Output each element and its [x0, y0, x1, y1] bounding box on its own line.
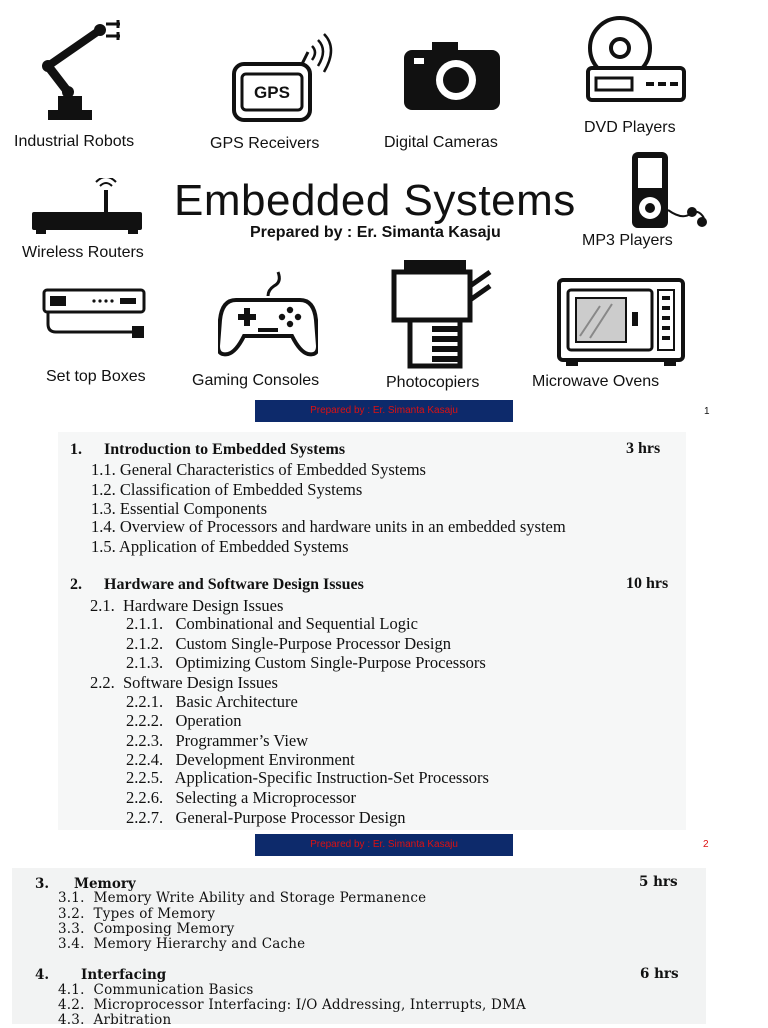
- device-set-top-boxes: [40, 282, 150, 342]
- section-title: Introduction to Embedded Systems: [104, 441, 346, 458]
- gps-receiver-icon: [228, 30, 348, 125]
- device-photocopiers: [390, 256, 494, 370]
- slide-footer: Prepared by : Er. Simanta Kasaju: [255, 834, 513, 856]
- syllabus-item: 3.3. Composing Memory: [58, 921, 235, 937]
- section-hours: 6 hrs: [640, 966, 679, 982]
- dvd-player-icon: [584, 14, 688, 106]
- device-label: Digital Cameras: [384, 134, 498, 151]
- photocopier-icon: [390, 256, 494, 370]
- device-label: Microwave Ovens: [532, 373, 660, 390]
- section-title: Memory: [74, 876, 136, 892]
- section-number: 3.: [35, 876, 50, 892]
- wireless-router-icon: [30, 178, 145, 236]
- page-number: 1: [704, 406, 710, 417]
- syllabus-item: 3.1. Memory Write Ability and Storage Permanence: [58, 890, 427, 906]
- mp3-player-icon: [630, 150, 710, 232]
- syllabus-item: 3.2. Types of Memory: [58, 906, 216, 922]
- device-label: Set top Boxes: [46, 368, 146, 385]
- syllabus-subsection: 2.2. Software Design Issues: [90, 673, 278, 692]
- digital-camera-icon: [402, 40, 502, 115]
- slide-footer: Prepared by : Er. Simanta Kasaju: [255, 400, 513, 422]
- syllabus-item: 2.2.7. General-Purpose Processor Design: [126, 808, 406, 827]
- page-number: 2: [703, 839, 709, 850]
- syllabus-item: 4.3. Arbitration: [58, 1012, 172, 1028]
- syllabus-item: 1.3. Essential Components: [91, 499, 267, 518]
- device-label: Photocopiers: [386, 374, 480, 391]
- device-label: MP3 Players: [582, 232, 673, 249]
- syllabus-item: 2.2.1. Basic Architecture: [126, 692, 298, 711]
- section-title: Hardware and Software Design Issues: [104, 576, 364, 593]
- syllabus-item: 1.1. General Characteristics of Embedded Systems: [91, 460, 426, 479]
- set-top-box-icon: [40, 282, 150, 342]
- device-label: DVD Players: [584, 119, 676, 136]
- section-title: Interfacing: [81, 967, 167, 983]
- syllabus-item: 1.2. Classification of Embedded Systems: [91, 480, 363, 499]
- syllabus-item: 2.1.2. Custom Single-Purpose Processor Design: [126, 634, 451, 653]
- syllabus-item: 2.2.6. Selecting a Microprocessor: [126, 788, 357, 807]
- device-wireless-routers: [30, 178, 145, 236]
- syllabus-item: 2.2.3. Programmer’s View: [126, 731, 309, 750]
- byline: Prepared by : Er. Simanta Kasaju: [250, 224, 501, 241]
- syllabus-item: 1.5. Application of Embedded Systems: [91, 537, 349, 556]
- device-digital-cameras: [402, 40, 502, 115]
- device-gaming-consoles: [218, 270, 318, 360]
- device-label: Gaming Consoles: [192, 372, 320, 389]
- device-microwave-ovens: [556, 276, 686, 372]
- device-label: GPS Receivers: [210, 135, 320, 152]
- gaming-console-icon: [218, 270, 318, 360]
- syllabus-item: 2.2.4. Development Environment: [126, 750, 355, 769]
- syllabus-item: 4.2. Microprocessor Interfacing: I/O Addressing, Interrupts, DMA: [58, 997, 526, 1013]
- syllabus-item: 4.1. Communication Basics: [58, 982, 254, 998]
- syllabus-item: 2.2.2. Operation: [126, 711, 242, 730]
- device-label: Wireless Routers: [22, 244, 144, 261]
- device-dvd-players: [584, 14, 688, 106]
- section-hours: 5 hrs: [639, 874, 678, 890]
- syllabus-item: 2.1.3. Optimizing Custom Single-Purpose Processors: [126, 653, 486, 672]
- device-gps-receivers: [228, 30, 348, 125]
- slide-title: Embedded Systems: [174, 176, 576, 225]
- device-mp3-players: [630, 150, 710, 232]
- syllabus-item: 1.4. Overview of Processors and hardware units in an embedded system: [91, 517, 566, 536]
- device-industrial-robots: [30, 18, 130, 128]
- section-number: 4.: [35, 967, 50, 983]
- industrial-robot-icon: [30, 18, 130, 128]
- syllabus-subsection: 2.1. Hardware Design Issues: [90, 596, 284, 615]
- title-slide: [0, 0, 768, 400]
- microwave-oven-icon: [556, 276, 686, 372]
- syllabus-item: 2.2.5. Application-Specific Instruction-Set Processors: [126, 768, 489, 787]
- gps-badge: GPS: [254, 83, 290, 102]
- device-label: Industrial Robots: [14, 133, 135, 150]
- section-hours: 10 hrs: [626, 575, 669, 592]
- section-number: 1.: [70, 441, 82, 458]
- section-number: 2.: [70, 576, 82, 593]
- section-hours: 3 hrs: [626, 440, 661, 457]
- syllabus-item: 3.4. Memory Hierarchy and Cache: [58, 936, 306, 952]
- syllabus-item: 2.1.1. Combinational and Sequential Logic: [126, 614, 418, 633]
